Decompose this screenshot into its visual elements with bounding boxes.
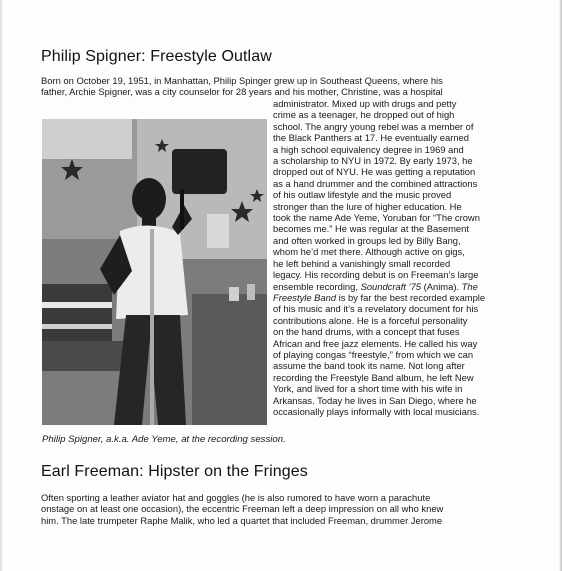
album-title: The: [461, 280, 478, 292]
album-title: Freestyle Band: [273, 291, 337, 303]
text-line: and often worked in groups led by Billy Bang,: [273, 234, 461, 246]
text-line: [273, 292, 485, 303]
text-line: of playing congas “freestyle,” from which we can: [273, 348, 474, 360]
photo-philip-spigner: [42, 119, 267, 425]
text-line: [273, 281, 485, 292]
section-title-earl-freeman: Earl Freeman: Hipster on the Fringes: [41, 463, 308, 480]
section-title-philip-spigner: Philip Spigner: Freestyle Outlaw: [41, 48, 272, 65]
text-line: onstage on at least one occasion), the eccentric Freeman left a deep impression on all who knew: [41, 503, 444, 515]
text-line: recording the Freestyle Band album, he left New: [273, 371, 474, 383]
text-line: a scholarship to NYU in 1972. By early 1973, he: [273, 155, 473, 167]
text-line: he left behind a vanishingly small recorded: [273, 257, 451, 269]
text-line: crime as a teenager, he dropped out of high: [273, 109, 455, 121]
text-line: becomes me.” He was regular at the Basement: [273, 223, 469, 235]
text-line: of his outlaw lifestyle and the music proved: [273, 189, 452, 201]
text-line: [273, 269, 485, 280]
text-line: a high school equivalency degree in 1969 and: [273, 143, 464, 155]
earl-freeman-paragraph: [41, 492, 443, 526]
text-run: ensemble recording,: [273, 280, 361, 292]
text-line: York, and lived for a short time with his wife in: [273, 383, 463, 395]
text-line: Born on October 19, 1951, in Manhattan, Philip Spinger grew up in Southeast Queens, where his: [41, 75, 443, 86]
text-line: on the hand drums, with a concept that fuses: [273, 326, 460, 338]
side-paragraph: [273, 98, 485, 417]
text-line: school. The angry young rebel was a member of: [273, 120, 474, 132]
text-line: of his music and it’s a revelatory document for his: [273, 303, 479, 315]
text-line: the Black Panthers at 17. He eventually earned: [273, 132, 469, 144]
text-line: Arkansas. Today he lives in San Diego, where he: [273, 394, 477, 406]
text-line: Often sporting a leather aviator hat and goggles (he is also rumored to have worn a parachute: [41, 492, 431, 503]
text-line: stronger than the lure of higher education. He: [273, 200, 462, 212]
album-title: Soundcraft ’75: [360, 280, 422, 292]
photo-caption: Philip Spigner, a.k.a. Ade Yeme, at the recording session.: [42, 434, 286, 445]
text-line: contributions alone. He is a forceful personality: [273, 314, 468, 326]
intro-paragraph: [41, 75, 443, 98]
text-line: whom he’d met there. Although active on gigs,: [273, 246, 465, 258]
text-line: administrator. Mixed up with drugs and petty: [273, 98, 457, 109]
text-line: him. The late trumpeter Raphe Malik, who led a quartet that included Freeman, drummer Jerome: [41, 514, 443, 526]
text-line: African and free jazz elements. He called his way: [273, 337, 478, 349]
text-run: is by far the best recorded example: [336, 291, 486, 303]
text-line: occasionally plays informally with local musicians.: [273, 405, 480, 417]
text-line: assume the band took its name. Not long after: [273, 360, 465, 372]
text-run: (Anima).: [421, 280, 462, 292]
text-run: legacy. His recording debut is on Freeman’s large: [273, 269, 479, 281]
text-line: father, Archie Spigner, was a city counselor for 28 years and his mother, Christine, was a hospital: [41, 86, 443, 98]
text-line: dropped out of NYU. He was getting a reputation: [273, 166, 476, 178]
photo-illustration: [42, 119, 267, 425]
text-line: as a hand drummer and the combined attractions: [273, 177, 478, 189]
text-line: took the name Ade Yeme, Yoruban for “The crown: [273, 212, 480, 224]
